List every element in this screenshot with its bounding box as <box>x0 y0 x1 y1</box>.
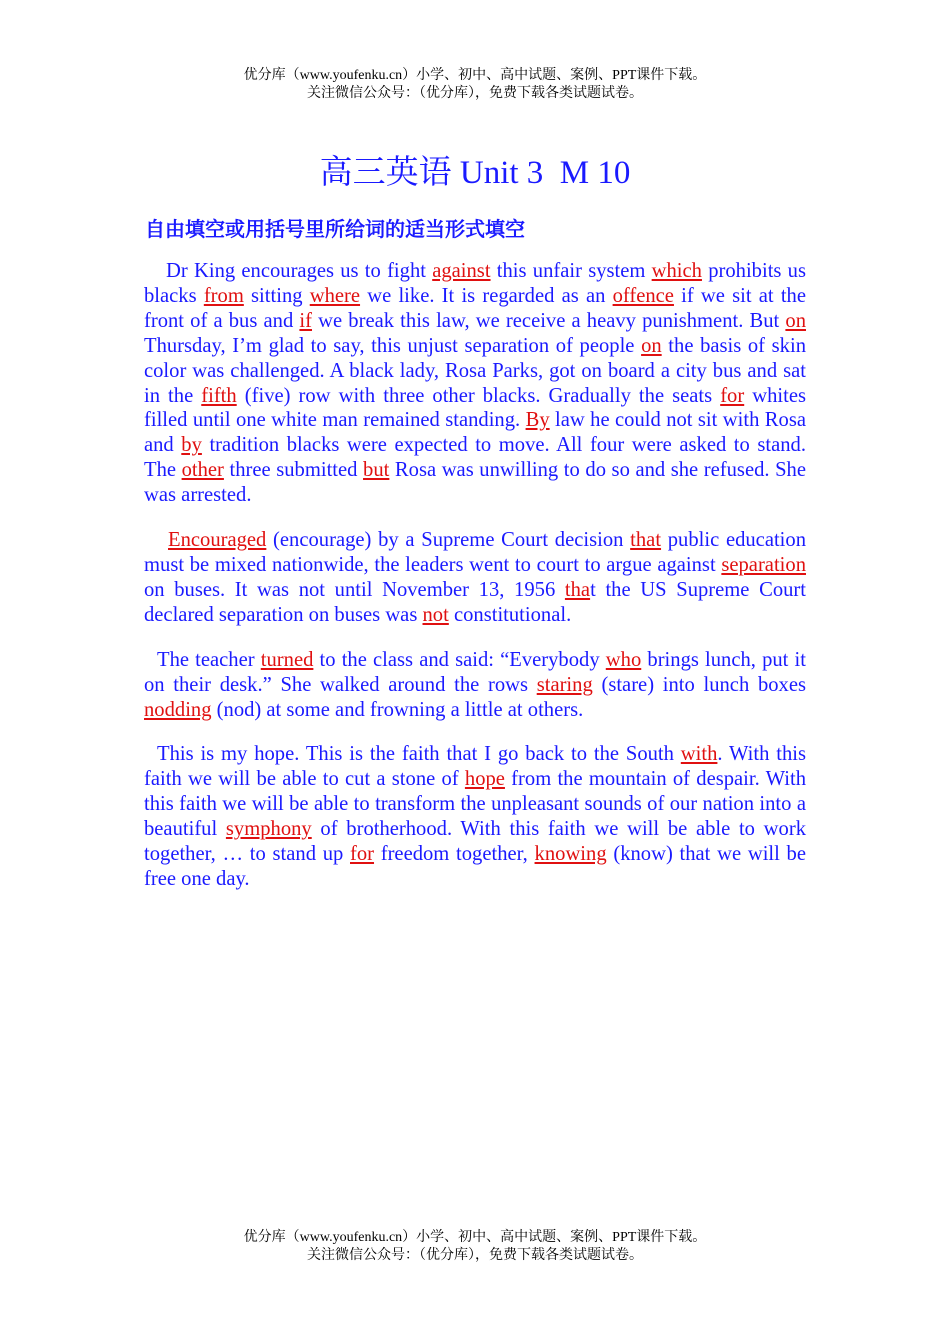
header-line-2: 关注微信公众号：（优分库），免费下载各类试题试卷。 <box>307 86 643 101</box>
passage-text: law he could not sit with Rosa and <box>144 409 806 457</box>
answer-word: symphony <box>225 818 312 841</box>
passage-text: (stare) into lunch boxes <box>592 673 806 696</box>
answer-word: knowing <box>534 843 607 866</box>
passage-text: (know) that we will be free one day. <box>144 843 806 890</box>
answer-word: By <box>525 409 550 432</box>
paragraph-1 <box>144 259 806 508</box>
instruction-heading: 自由填空或用括号里所给词的适当形式填空 <box>145 217 525 241</box>
answer-word: separation <box>721 553 806 576</box>
passage-text: freedom together, <box>374 843 535 866</box>
passage-text: (five) row with three other blacks. Gradually the seats <box>236 384 721 407</box>
passage-text: from the mountain of despair. With this faith we will be able to transform the unpleasant sounds of our nation into a beautiful <box>144 768 806 841</box>
passage-text: of brotherhood. With this faith we will be able to work together, … to stand up <box>144 818 807 866</box>
paragraph-3 <box>144 648 806 723</box>
paragraph-4 <box>144 742 806 891</box>
passage-body <box>144 259 806 912</box>
answer-word: other <box>181 459 224 482</box>
passage-text: this unfair system <box>490 260 652 282</box>
answer-word: who <box>605 648 642 671</box>
passage-text: three submitted <box>223 459 364 482</box>
passage-text: brings lunch, put it on their desk.” She walked around the rows <box>144 648 806 696</box>
answer-word: fifth <box>201 384 237 407</box>
answer-word: against <box>432 260 491 282</box>
page-footer <box>0 1229 950 1265</box>
answer-word: turned <box>260 648 314 671</box>
passage-text: sitting <box>243 284 310 307</box>
paragraph-2 <box>144 528 806 628</box>
answer-word: nodding <box>144 698 212 721</box>
answer-word: for <box>720 384 745 407</box>
answer-word: where <box>309 284 361 307</box>
passage-text: on buses. It was not until November 13, 1956 <box>144 578 565 601</box>
footer-line-2: 关注微信公众号：（优分库），免费下载各类试题试卷。 <box>307 1248 643 1263</box>
answer-word: on <box>785 309 806 332</box>
passage-text: Dr King encourages us to fight <box>166 260 433 282</box>
passage-text: whites filled until one white man remained standing. <box>144 384 807 432</box>
answer-word: not <box>422 603 449 626</box>
passage-text: Thursday, I’m glad to say, this unjust separation of people <box>144 334 642 357</box>
passage-text: This is my hope. This is the faith that I go back to the South <box>157 743 681 766</box>
answer-word: that <box>630 529 662 552</box>
answer-word: by <box>181 434 202 457</box>
passage-text: public education must be mixed nationwide, the leaders went to court to argue against <box>144 529 807 576</box>
passage-text: we break this law, we receive a heavy punishment. But <box>312 309 786 332</box>
answer-word: tha <box>564 578 591 601</box>
passage-text: to the class and said: “Everybody <box>313 648 606 671</box>
document-title: 高三英语 Unit 3 M 10 <box>319 155 631 191</box>
answer-word: hope <box>464 768 505 791</box>
passage-text: (nod) at some and frowning a little at others. <box>211 698 584 721</box>
passage-text: . With this faith we will be able to cut a stone of <box>144 743 806 791</box>
answer-word: with <box>680 743 718 766</box>
passage-text: The teacher <box>157 648 261 671</box>
answer-word: from <box>203 284 244 307</box>
passage-text: (encourage) by a Supreme Court decision <box>266 529 631 552</box>
answer-word: but <box>363 459 390 482</box>
footer-line-1: 优分库（www.youfenku.cn）小学、初中、高中试题、案例、PPT课件下载。 <box>243 1230 707 1245</box>
answer-word: if <box>299 309 312 332</box>
passage-text: we like. It is regarded as an <box>360 284 613 307</box>
passage-text: constitutional. <box>448 603 572 626</box>
answer-word: which <box>651 260 702 282</box>
header-line-1: 优分库（www.youfenku.cn）小学、初中、高中试题、案例、PPT课件下载。 <box>243 68 707 83</box>
answer-word: staring <box>536 673 593 696</box>
passage-text: t the US Supreme Court declared separation on buses was <box>144 578 807 626</box>
answer-word: offence <box>612 284 674 307</box>
passage-text: if we sit at the front of a bus and <box>144 284 806 332</box>
answer-word: for <box>350 843 375 866</box>
page-header <box>0 67 950 103</box>
passage-text: Rosa was unwilling to do so and she refused. She was arrested. <box>144 459 806 507</box>
passage-text: tradition blacks were expected to move. All four were asked to stand. The <box>144 434 806 482</box>
answer-word: Encouraged <box>168 529 267 552</box>
answer-word: on <box>641 334 662 357</box>
passage-text: the basis of skin color was challenged. A black lady, Rosa Parks, got on board a city bus and sat in the <box>144 334 806 407</box>
passage-text: prohibits us blacks <box>144 260 806 307</box>
